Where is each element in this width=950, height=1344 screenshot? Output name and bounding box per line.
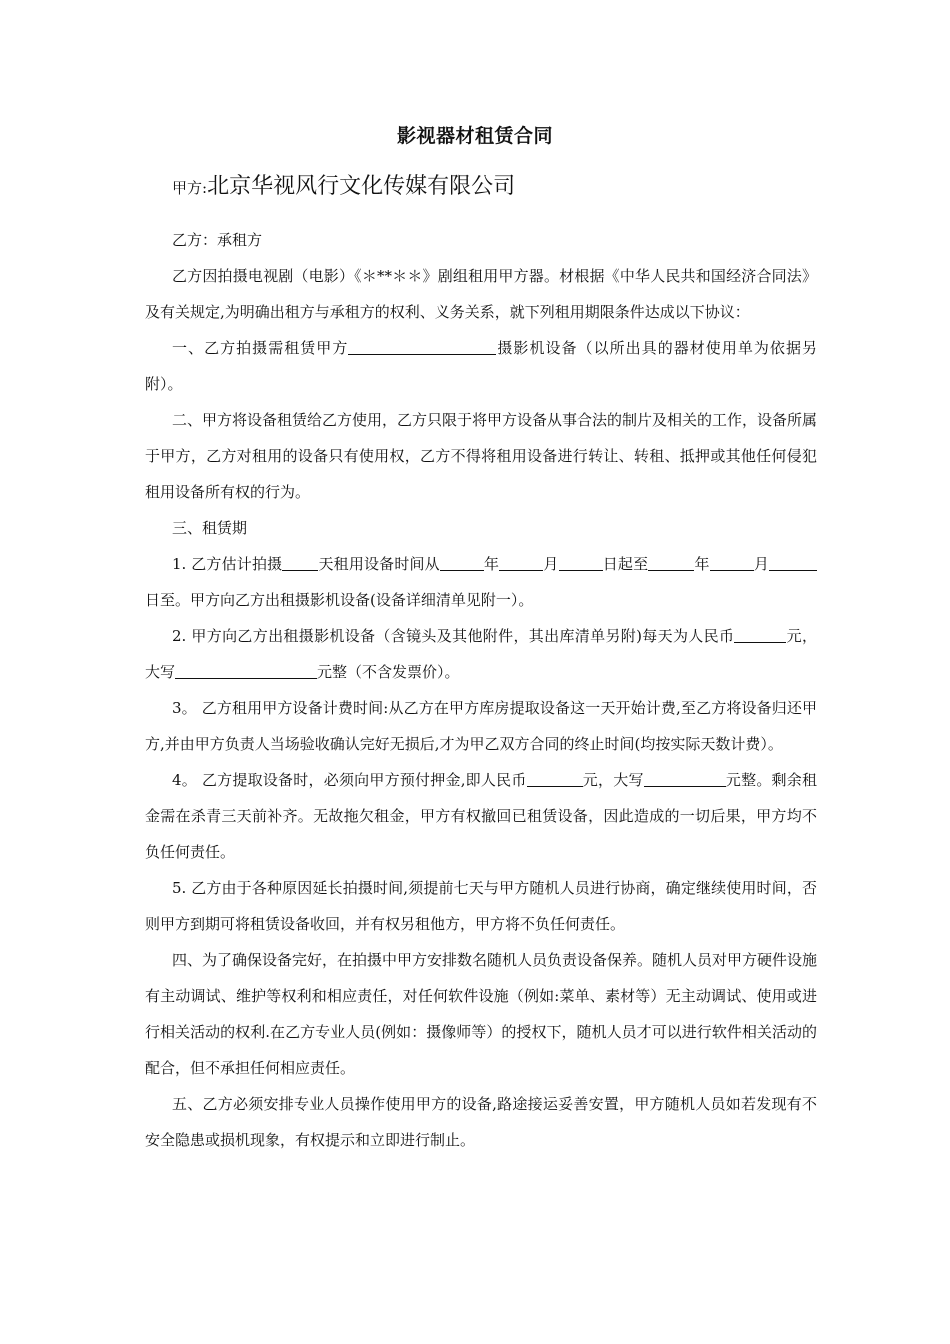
start-month-blank <box>499 549 543 571</box>
rate-in-words-blank <box>175 657 317 679</box>
deposit-blank <box>527 765 583 787</box>
party-a-line <box>172 170 515 205</box>
contract-body <box>145 222 817 1158</box>
item-3: 3。 乙方租用甲方设备计费时间:从乙方在甲方库房提取设备这一天开始计费,至乙方将设备归还甲方,并由甲方负责人当场验收确认完好无损后,才为甲乙双方合同的终止时间(均按实际天数计费）。 <box>145 699 817 753</box>
clause-5: 五、乙方必须安排专业人员操作使用甲方的设备,路途接运妥善安置，甲方随机人员如若发现有不安全隐患或损机现象，有权提示和立即进行制止。 <box>145 1095 817 1149</box>
end-day-blank <box>769 549 817 571</box>
days-blank <box>282 549 318 571</box>
deposit-in-words-blank <box>644 765 726 787</box>
party-a-name: 北京华视风行文化传媒有限公司 <box>207 174 516 199</box>
intro-paragraph: 乙方因拍摄电视剧（电影）《＊**＊＊》剧组租用甲方器。材根据《中华人民共和国经济合同法》及有关规定,为明确出租方与承租方的权利、义务关系，就下列租用期限条件达成以下协议： <box>145 267 817 321</box>
end-year-blank <box>648 549 694 571</box>
party-b-line: 乙方：承租方 <box>172 231 263 249</box>
section-3-heading: 三、租赁期 <box>172 519 248 537</box>
item-1: 1. 乙方估计拍摄 天租用设备时间从 年 月 日起至 年 月日至。甲方向乙方出租摄影机设备(设备详细清单见附一）。 <box>145 546 817 618</box>
clause-1: 一、乙方拍摄需租赁甲方 摄影机设备（以所出具的器材使用单为依据另附）。 <box>145 330 817 402</box>
end-month-blank <box>710 549 754 571</box>
start-year-blank <box>440 549 484 571</box>
clause-4: 四、为了确保设备完好，在拍摄中甲方安排数名随机人员负责设备保养。随机人员对甲方硬件设施有主动调试、维护等权利和相应责任，对任何软件设施（例如:菜单、素材等）无主动调试、使用或进行相关活动的权利.在乙方专业人员(例如：摄像师等）的授权下，随机人员才可以进行软件相关活动的配合，但不承担任何相应责任。 <box>145 951 818 1077</box>
item-2: 2. 甲方向乙方出租摄影机设备（含镜头及其他附件，其出库清单另附)每天为人民币 元，大写 元整（不含发票价）。 <box>145 618 817 690</box>
daily-rate-blank <box>734 621 786 643</box>
equipment-blank <box>348 333 496 355</box>
document-title: 影视器材租赁合同 <box>396 125 553 147</box>
clause-2: 二、甲方将设备租赁给乙方使用，乙方只限于将甲方设备从事合法的制片及相关的工作，设备所属于甲方，乙方对租用的设备只有使用权，乙方不得将租用设备进行转让、转租、抵押或其他任何侵犯租用设备所有权的行为。 <box>145 411 818 501</box>
item-5: 5. 乙方由于各种原因延长拍摄时间,须提前七天与甲方随机人员进行协商，确定继续使用时间，否则甲方到期可将租赁设备收回，并有权另租他方，甲方将不负任何责任。 <box>145 879 817 933</box>
start-day-blank <box>559 549 603 571</box>
item-4: 4。 乙方提取设备时，必须向甲方预付押金,即人民币 元，大写 元整。剩余租金需在杀青三天前补齐。无故拖欠租金，甲方有权撤回已租赁设备，因此造成的一切后果，甲方均不负任何责任。 <box>145 762 817 870</box>
party-a-label: 甲方: <box>172 179 208 197</box>
